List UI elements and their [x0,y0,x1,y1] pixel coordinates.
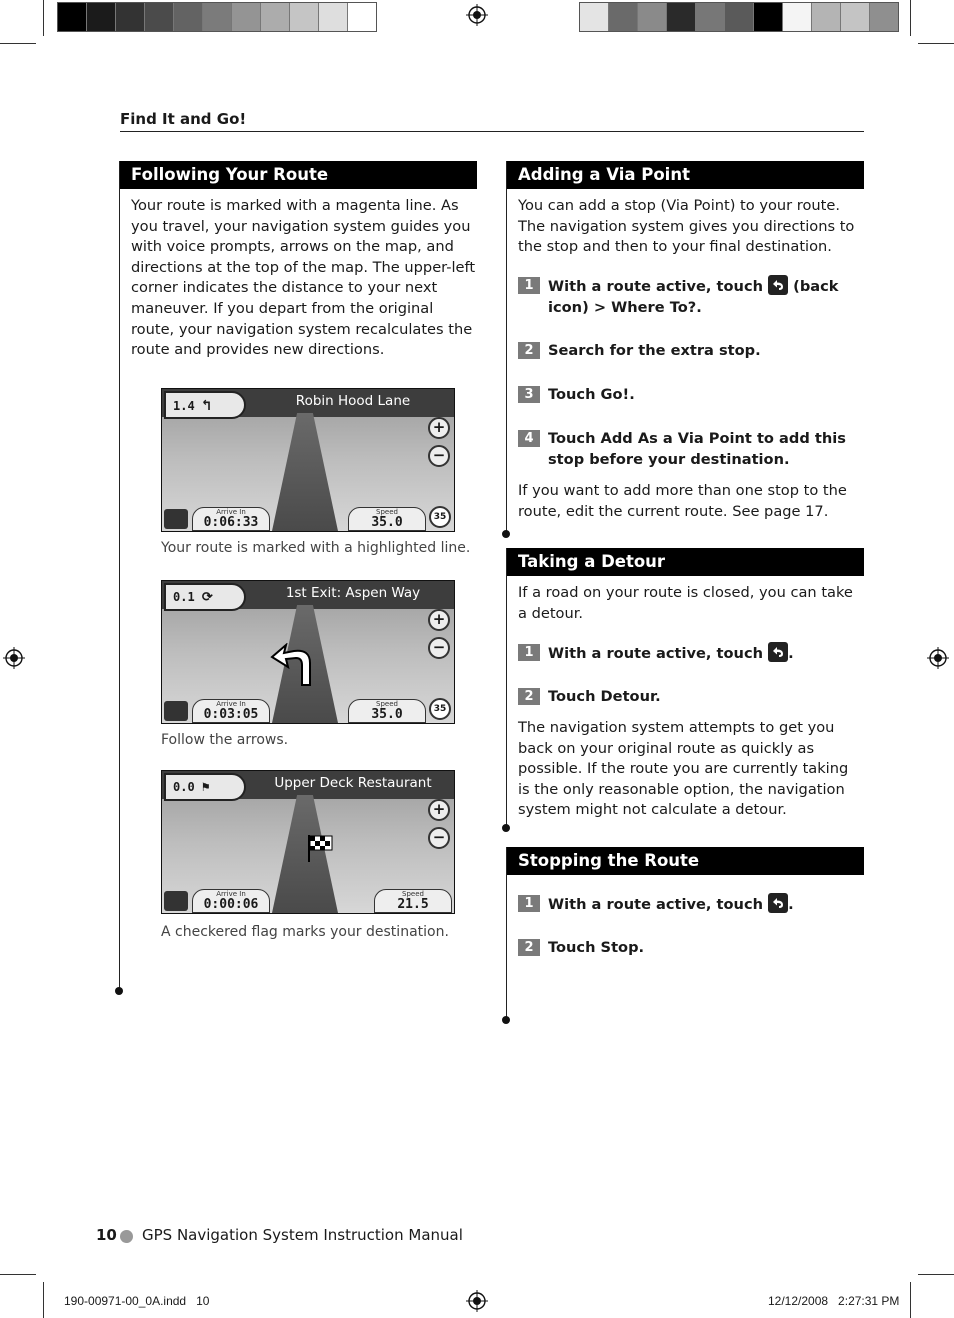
speed-box [348,699,426,723]
crop-mark [43,0,44,36]
arrive-box [192,699,270,723]
zoom-out-icon: − [428,637,450,659]
following-intro: Your route is marked with a magenta line. As you travel, your navigation system guides you with voice prompts, arrows on the map, and directions at the top of the map. The upper-left corner indicates the distance to your next maneuver. If you depart from the original route, your navigation system recalculates the route and provides new directions. [131,197,476,359]
detour-outro: The navigation system attempts to get you back on your original route as quickly as possible. If the route you are currently taking is the only reasonable option, the navigation system might not calculate a detour. [518,719,849,819]
via-step-4 [518,428,860,470]
step-text-post: (back icon) > Where To?. [548,278,839,316]
step-text-pre: With a route active, touch [548,896,769,913]
street-name: 1st Exit: Aspen Way [285,585,421,601]
screenshot-caption: Follow the arrows. [161,732,289,748]
back-icon [768,642,788,662]
rule-end-dot [115,987,123,995]
distance-value: 1.4 [173,399,195,413]
registration-mark-icon [466,4,488,26]
arrive-value: 0:06:33 [203,515,259,530]
slug-date: 12/12/2008 2:27:31 PM [768,1294,900,1308]
arrive-value: 0:00:06 [203,897,259,912]
arrive-label: Arrive In [216,508,246,516]
step-text-pre: With a route active, touch [548,645,769,662]
arrive-label: Arrive In [216,890,246,898]
crop-mark [43,1282,44,1318]
via-outro: If you want to add more than one stop to the route, edit the current route. See page 17. [518,482,847,520]
rule-end-dot [502,1016,510,1024]
header-rule [120,131,864,132]
crop-mark [918,43,954,44]
map-screenshot [161,770,455,914]
via-step-1 [518,275,860,318]
speed-label: Speed [402,890,424,898]
step-number: 1 [518,277,540,294]
speed-label: Speed [376,508,398,516]
screenshot-caption: Your route is marked with a highlighted line. [161,540,471,556]
stop-step-2 [518,937,860,958]
step-text: Touch Go!. [548,386,635,403]
step-text-pre: With a route active, touch [548,278,769,295]
step-text: Touch Stop. [548,939,645,956]
arrive-label: Arrive In [216,700,246,708]
speed-value: 35.0 [371,707,403,722]
map-screenshot [161,580,455,724]
back-icon [768,275,788,295]
via-step-3 [518,384,860,405]
color-bar-left [57,2,377,32]
step-number: 1 [518,895,540,912]
crop-mark [910,0,911,36]
zoom-in-icon: + [428,799,450,821]
step-number: 4 [518,430,540,447]
step-text [548,893,794,915]
street-name: Robin Hood Lane [295,393,411,409]
map-route [272,413,338,531]
arrive-box [192,889,270,913]
step-text-post: . [788,645,794,662]
running-header: Find It and Go! [120,110,247,128]
step-text: Touch Add As a Via Point to add this stop before your destination. [548,430,846,468]
step-text-post: . [788,896,794,913]
zoom-in-icon: + [428,417,450,439]
speed-value: 35.0 [371,515,403,530]
back-icon [164,509,188,529]
distance-box: 0.0 ⚑ [164,773,246,801]
section-title-via: Adding a Via Point [507,161,864,189]
registration-mark-icon [927,647,949,669]
distance-box: 0.1 ⟳ [164,583,246,611]
via-column-rule [506,161,507,535]
stop-step-1 [518,893,860,915]
step-number: 2 [518,342,540,359]
checkered-flag-icon [306,833,334,863]
detour-step-2 [518,686,860,707]
rule-end-dot [502,824,510,832]
distance-value: 0.0 [173,780,195,794]
map-screenshot [161,388,455,532]
page-number: 10 [96,1226,117,1244]
step-text: Touch Detour. [548,688,661,705]
slug-filename: 190-00971-00_0A.indd 10 [64,1294,210,1308]
section-title-detour: Taking a Detour [507,548,864,576]
crop-mark [0,1274,36,1275]
speed-label: Speed [376,700,398,708]
zoom-out-icon: − [428,445,450,467]
via-step-2 [518,340,860,361]
registration-mark-icon [3,647,25,669]
step-number: 2 [518,688,540,705]
distance-value: 0.1 [173,590,195,604]
crop-mark [910,1282,911,1318]
step-text: Search for the extra stop. [548,342,761,359]
back-icon [768,893,788,913]
arrive-value: 0:03:05 [203,707,259,722]
step-number: 2 [518,939,540,956]
detour-step-1 [518,642,860,664]
manual-title: GPS Navigation System Instruction Manual [142,1226,463,1244]
zoom-in-icon: + [428,609,450,631]
section-title-stop: Stopping the Route [507,847,864,875]
via-intro: You can add a stop (Via Point) to your route. The navigation system gives you directions to the stop and then to your final destination. [518,197,855,256]
speed-limit-sign: 35 [429,698,451,720]
arrive-box [192,507,270,531]
zoom-out-icon: − [428,827,450,849]
crop-mark [918,1274,954,1275]
color-bar-right [579,2,899,32]
back-icon [164,891,188,911]
street-name: Upper Deck Restaurant [274,775,432,791]
crop-mark [0,43,36,44]
speed-box [348,507,426,531]
registration-mark-icon [466,1290,488,1312]
rule-end-dot [502,530,510,538]
distance-box: 1.4 ↰ [164,391,246,419]
back-icon [164,701,188,721]
speed-limit-sign: 35 [429,506,451,528]
left-column-rule [119,161,120,991]
detour-intro: If a road on your route is closed, you can take a detour. [518,584,853,622]
step-number: 3 [518,386,540,403]
footer-bullet [120,1230,133,1243]
step-number: 1 [518,644,540,661]
section-title-following: Following Your Route [120,161,477,189]
turn-arrow-icon [270,643,330,687]
step-text [548,275,860,318]
step-text [548,642,794,664]
speed-value: 21.5 [397,897,429,912]
speed-box [374,889,452,913]
screenshot-caption: A checkered flag marks your destination. [161,924,449,940]
detour-column-rule [506,548,507,828]
